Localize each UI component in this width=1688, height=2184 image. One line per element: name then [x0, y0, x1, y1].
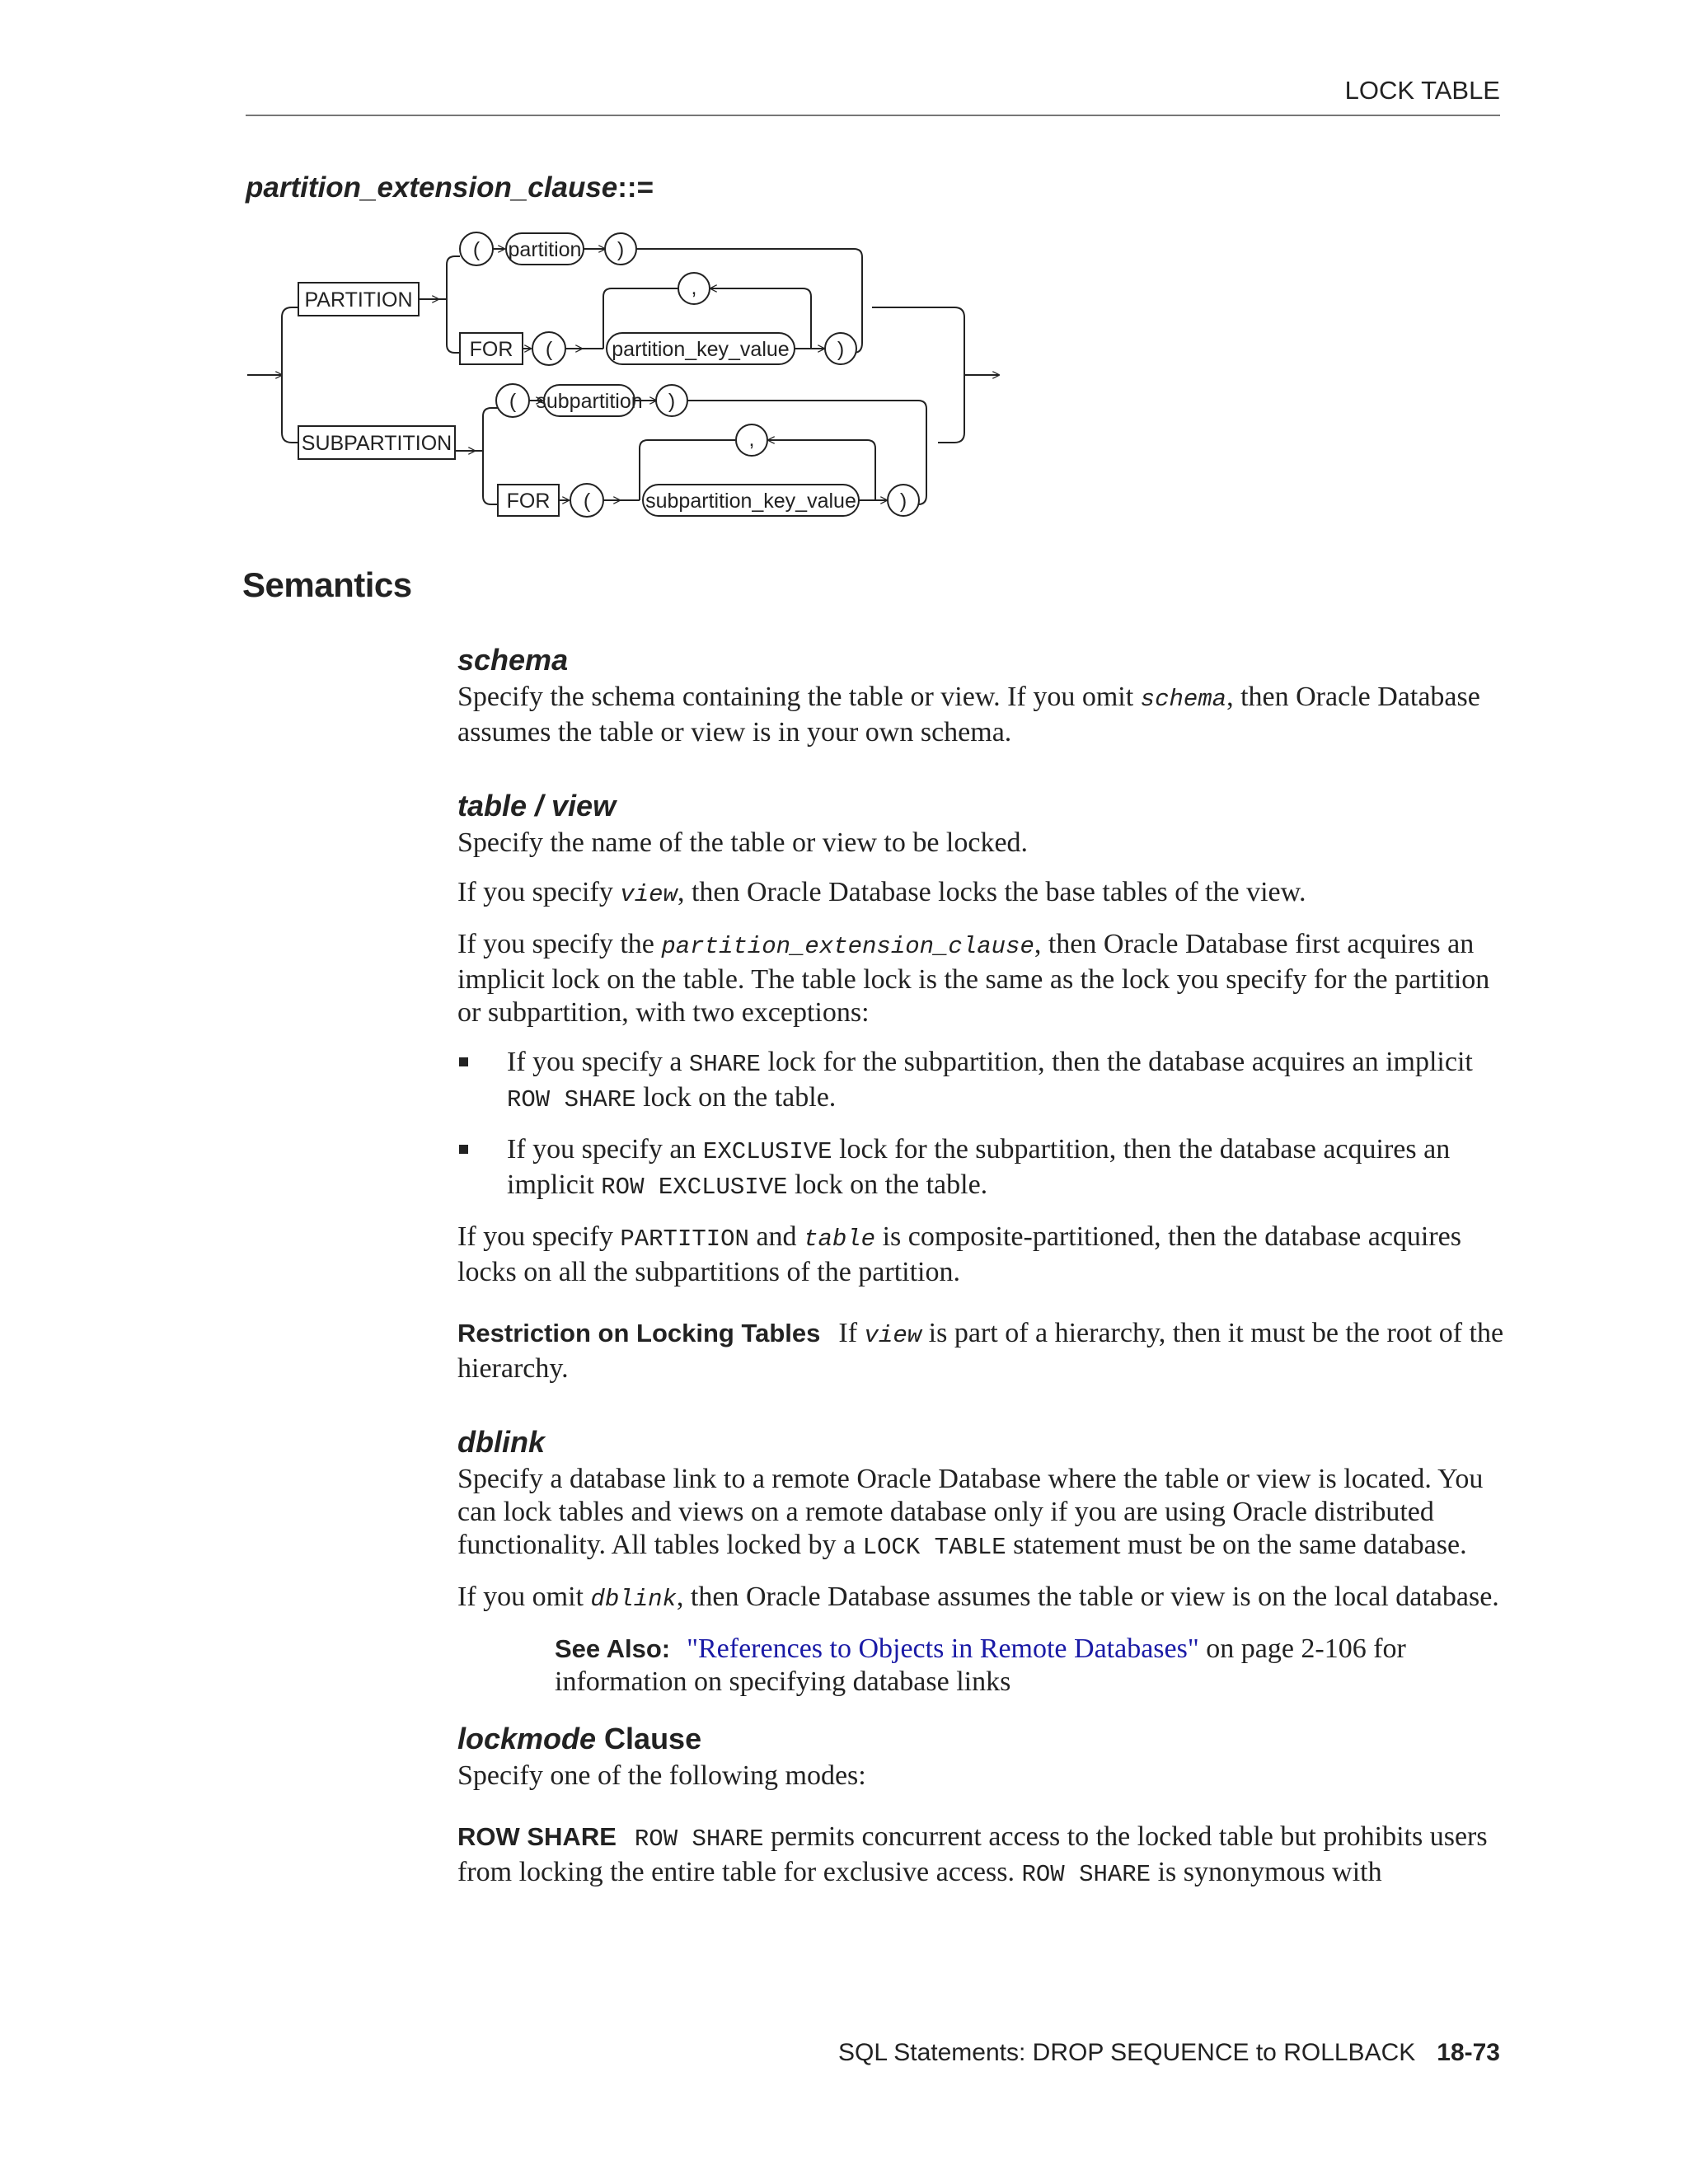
bullet-icon — [459, 1145, 468, 1154]
see-also-note: See Also: "References to Objects in Remote Databases" on page 2-106 for information on specifying database links — [555, 1633, 1406, 1697]
table-view-paragraph-4: If you specify PARTITION and table is composite-partitioned, then the database acquires locks on all the subpartitions of the partition. — [457, 1221, 1462, 1287]
param-partition-key-value: partition_key_value — [612, 338, 790, 361]
syntax-title-operator: ::= — [617, 171, 654, 204]
table-view-heading: table / view — [457, 789, 617, 823]
table-view-paragraph-1: Specify the name of the table or view to be locked. — [457, 827, 1029, 858]
syntax-title — [246, 171, 654, 204]
keyword-for-subpartition: FOR — [506, 490, 551, 513]
semantics-body — [457, 643, 1504, 1908]
symbol-lparen: ( — [545, 338, 553, 361]
bullet-icon — [459, 1057, 468, 1066]
param-subpartition-key-value: subpartition_key_value — [645, 490, 856, 513]
row-share-label: ROW SHARE — [457, 1822, 617, 1851]
schema-paragraph: Specify the schema containing the table or view. If you omit schema, then Oracle Database assumes the table or view is in your own schema. — [457, 682, 1480, 748]
symbol-lparen: ( — [472, 238, 481, 261]
keyword-partition: PARTITION — [304, 288, 413, 312]
param-subpartition: subpartition — [536, 390, 643, 413]
row-share-paragraph: ROW SHARE ROW SHARE permits concurrent access to the locked table but prohibits users from locking the entire table for exclusive access. ROW SHARE is synonymous with — [457, 1821, 1488, 1888]
symbol-comma: , — [691, 276, 697, 299]
syntax-diagram — [247, 231, 1014, 536]
table-view-paragraph-2: If you specify view, then Oracle Database locks the base tables of the view. — [457, 877, 1306, 908]
page-number: 18-73 — [1437, 2039, 1500, 2066]
header-rule — [246, 115, 1500, 116]
semantics-heading: Semantics — [242, 565, 412, 604]
footer-title: SQL Statements: DROP SEQUENCE to ROLLBACK — [838, 2039, 1416, 2066]
running-head: LOCK TABLE — [1344, 76, 1500, 105]
see-also-label: See Also: — [555, 1634, 671, 1663]
lockmode-heading: lockmode Clause — [457, 1722, 702, 1755]
symbol-rparen: ) — [837, 338, 845, 361]
schema-heading: schema — [457, 643, 569, 677]
keyword-for-partition: FOR — [469, 338, 513, 361]
symbol-comma: , — [748, 428, 755, 451]
symbol-lparen: ( — [509, 390, 517, 413]
symbol-lparen: ( — [583, 490, 591, 513]
lockmode-paragraph: Specify one of the following modes: — [457, 1760, 866, 1791]
page-footer — [838, 2039, 1500, 2067]
syntax-title-name: partition_extension_clause — [246, 171, 618, 204]
table-view-paragraph-3: If you specify the partition_extension_clause, then Oracle Database first acquires an implicit lock on the table. The table lock is the same as the lock you specify for the partition or subpartition, with two exceptions: — [457, 929, 1490, 1028]
list-item: If you specify a SHARE lock for the subpartition, then the database acquires an implicit ROW SHARE lock on the table. — [457, 1046, 1504, 1117]
remote-objects-link[interactable]: "References to Objects in Remote Databases" — [687, 1633, 1199, 1664]
restriction-label: Restriction on Locking Tables — [457, 1319, 821, 1347]
symbol-rparen: ) — [617, 238, 625, 261]
keyword-subpartition: SUBPARTITION — [301, 432, 452, 455]
exceptions-list — [457, 1046, 1504, 1204]
dblink-paragraph-1: Specify a database link to a remote Oracle Database where the table or view is located. You can lock tables and views on a remote database only if you are using Oracle distributed functionality. All tables locked by a LOCK TABLE statement must be on the same database. — [457, 1464, 1484, 1561]
list-item: If you specify an EXCLUSIVE lock for the subpartition, then the database acquires an implicit ROW EXCLUSIVE lock on the table. — [457, 1133, 1504, 1204]
symbol-rparen: ) — [899, 490, 907, 513]
restriction-paragraph: Restriction on Locking Tables If view is part of a hierarchy, then it must be the root of the hierarchy. — [457, 1318, 1504, 1384]
symbol-rparen: ) — [668, 390, 676, 413]
dblink-paragraph-2: If you omit dblink, then Oracle Database assumes the table or view is on the local database. — [457, 1582, 1499, 1613]
param-partition: partition — [508, 238, 582, 261]
dblink-heading: dblink — [457, 1425, 545, 1459]
